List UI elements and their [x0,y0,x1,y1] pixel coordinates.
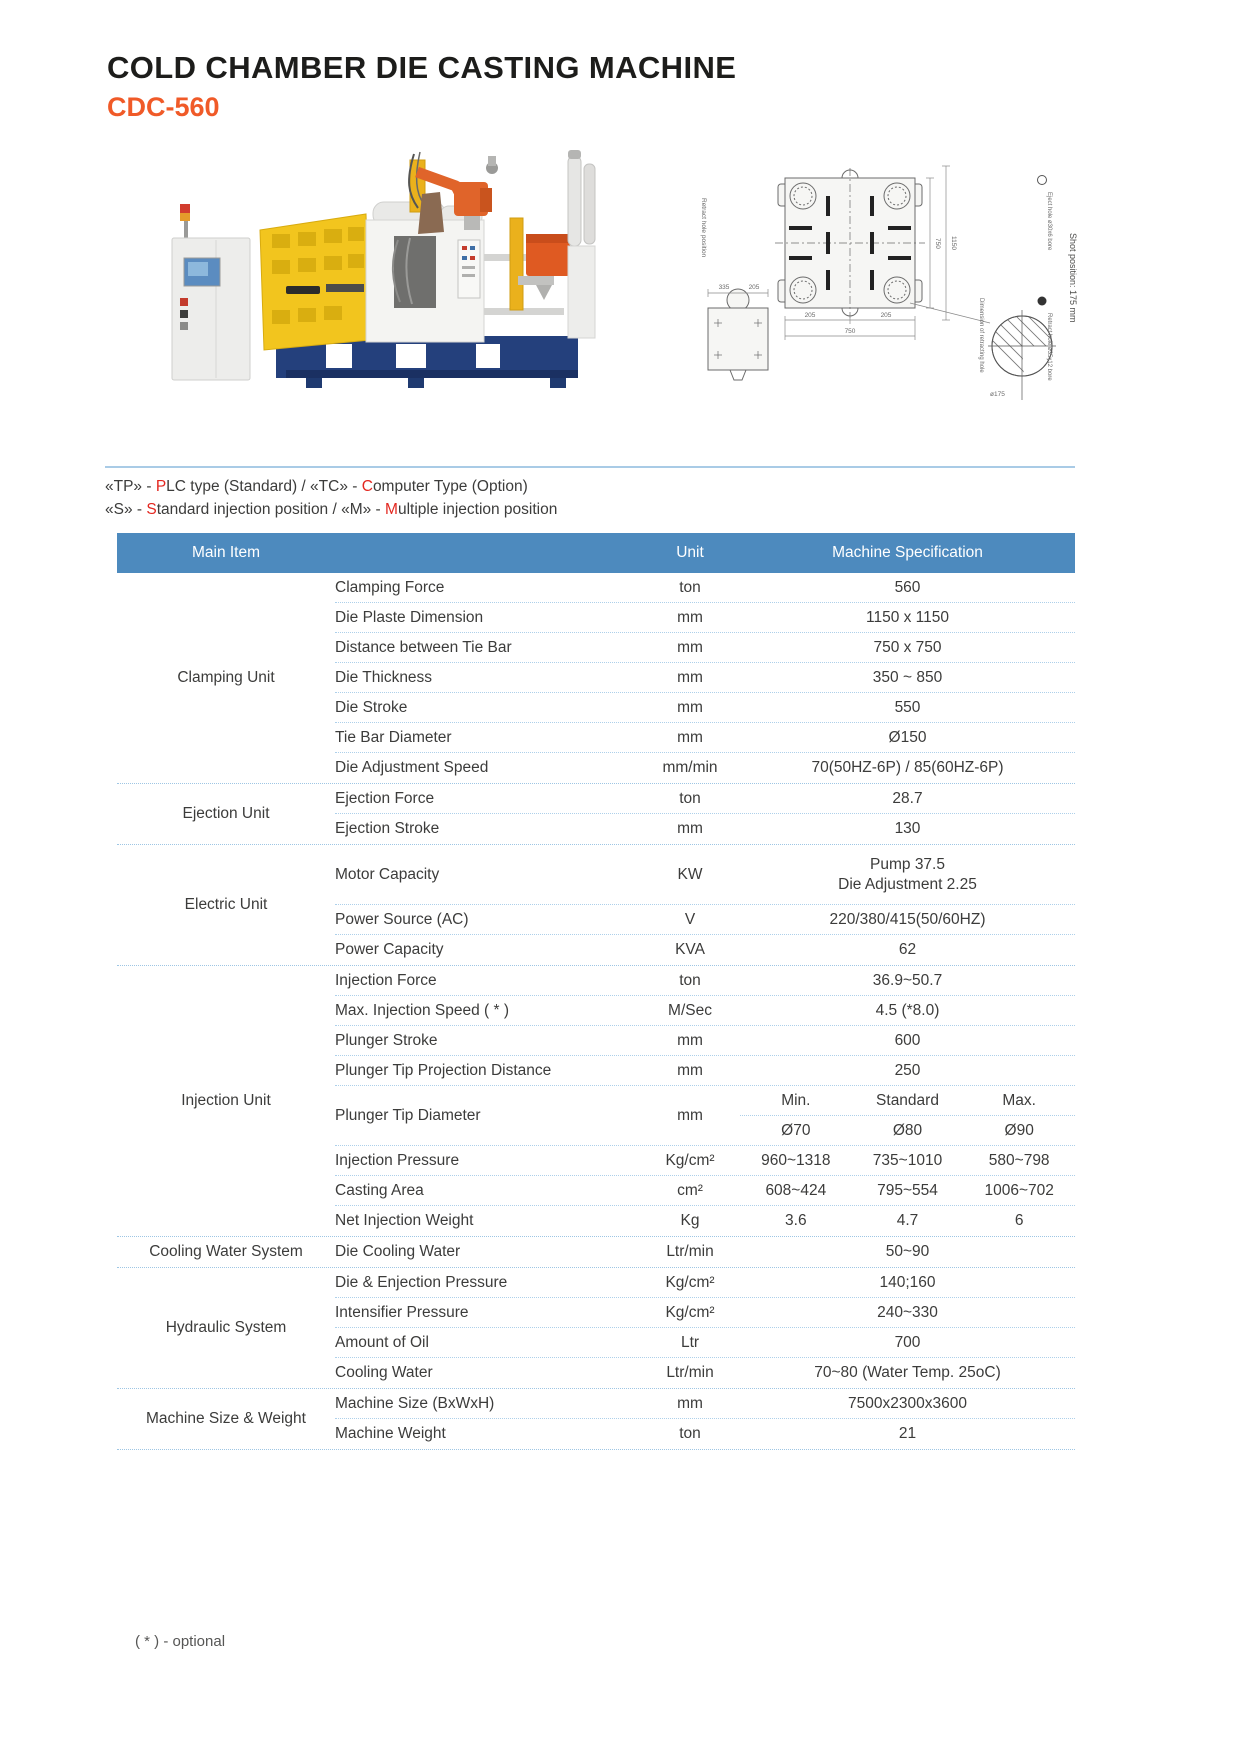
sub-item-cell: Ejection Force [335,789,435,807]
group-rows [335,966,1075,1236]
table-group [117,1268,1075,1389]
retract-hole-legend: Retract hole ø35x12 bore [1046,313,1052,381]
header-unit: Unit [676,544,704,561]
table-row [335,603,1075,633]
main-item-cell: Hydraulic System [165,1319,287,1336]
unit-cell: mm [677,698,703,716]
table-row [335,753,1075,783]
spec-cell: 1150 x 1150 [865,608,950,626]
sub-item-cell: Power Source (AC) [335,910,469,928]
unit-cell: KW [677,865,703,883]
spec-cell: 7500x2300x3600 [848,1394,967,1412]
sub-item-cell: Clamping Force [335,578,445,596]
main-item-cell: Ejection Unit [182,805,270,822]
sub-item-cell: Motor Capacity [335,865,440,883]
unit-cell: ton [679,971,701,989]
table-row [335,723,1075,753]
spec-cell [740,1176,1075,1205]
spec-subheader-cell: Min. [781,1091,811,1109]
sub-item-cell: Net Injection Weight [335,1212,474,1229]
group-rows [335,845,1075,965]
spec-value-cell: 795~554 [877,1181,938,1199]
spec-value-cell: 580~798 [988,1151,1050,1169]
table-row [335,814,1075,844]
sub-item-cell: Injection Force [335,971,437,989]
unit-cell: V [684,910,696,928]
group-rows [335,1389,1075,1449]
spec-value-cell: 3.6 [785,1212,807,1229]
spec-cell [740,845,1075,904]
table-group [117,784,1075,845]
table-row [335,1419,1075,1449]
sub-item-cell: Die Thickness [335,668,433,686]
unit-cell: ton [679,789,701,807]
safety-guard-panel [260,214,370,350]
spec-subvalue-row [740,1116,1075,1145]
table-row [335,1389,1075,1419]
sub-item-cell: Distance between Tie Bar [335,638,512,656]
sub-item-cell: Plunger Stroke [335,1031,438,1049]
sub-item-cell: Intensifier Pressure [335,1303,469,1321]
separator-line [105,466,1075,468]
main-item-cell: Clamping Unit [177,669,275,686]
dim-label: 750 [844,328,856,335]
table-row [335,1056,1075,1086]
spec-cell: 21 [898,1425,917,1442]
spec-cell: 62 [898,941,917,958]
spec-cell: 560 [894,578,921,596]
machine-photo-illustration [158,142,598,407]
main-item-cell: Injection Unit [181,1092,271,1109]
spec-cell: 36.9~50.7 [872,971,943,989]
table-row [335,693,1075,723]
spec-cell: 350 ~ 850 [872,668,943,686]
table-row [335,1328,1075,1358]
unit-cell: mm/min [662,759,718,776]
spec-cell: 140;160 [879,1273,936,1291]
spec-cell: 250 [894,1061,921,1079]
dim-label: 750 [934,238,941,249]
table-group [117,966,1075,1237]
table-row [335,784,1075,814]
spec-value-cell: 4.7 [896,1212,919,1229]
table-row [335,663,1075,693]
table-row [335,1268,1075,1298]
spec-subvalue-cols [740,1122,1075,1140]
spec-subheader-cell: Standard [876,1091,939,1109]
group-rows [335,1237,1075,1267]
unit-cell: mm [677,638,703,656]
spec-value-cols [740,1152,1075,1170]
main-item-cell: Cooling Water System [149,1243,303,1260]
unit-cell: M/Sec [668,1001,712,1019]
sub-item-cell: Die Adjustment Speed [335,759,489,776]
spec-cell: 70(50HZ-6P) / 85(60HZ-6P) [811,759,1004,776]
unit-cell: KVA [675,941,705,958]
spec-cell: 600 [894,1031,921,1049]
technical-drawing [690,138,1090,423]
table-group [117,845,1075,966]
sub-item-cell: Die & Enjection Pressure [335,1273,508,1291]
spec-cell: 700 [894,1333,921,1351]
spec-cell: 220/380/415(50/60HZ) [829,910,986,928]
unit-cell: mm [677,668,703,686]
sub-item-cell: Die Cooling Water [335,1243,461,1260]
eject-hole-legend-icon [1038,176,1047,185]
type-note-injection: «S» - Standard injection position / «M» - Multiple injection position [105,500,558,518]
table-row [335,845,1075,905]
dim-label: 1150 [950,236,957,250]
table-row [335,1237,1075,1267]
table-row [335,1146,1075,1176]
header-main-item: Main Item [191,544,261,561]
table-row [335,1298,1075,1328]
spec-line: Die Adjustment 2.25 [838,875,977,893]
spec-value-cell: Ø80 [892,1121,923,1139]
shot-position-label: Shot position: 175 mm [1068,233,1078,323]
control-cabinet [172,204,250,380]
unit-cell: Kg/cm² [665,1303,715,1321]
table-row [335,573,1075,603]
retract-hole-position-label: Retract hole position [700,198,707,258]
spec-cell: 28.7 [892,789,923,807]
unit-cell: ton [679,578,701,596]
sub-item-cell: Ejection Stroke [335,820,440,837]
sub-item-cell: Machine Size (BxWxH) [335,1394,495,1412]
unit-cell: ton [679,1425,701,1442]
table-row [335,1358,1075,1388]
spec-value-cell: Ø90 [1004,1121,1034,1139]
group-rows [335,1268,1075,1388]
dim-label: 205 [804,312,816,319]
sub-item-cell: Plunger Tip Diameter [335,1106,481,1124]
sub-item-cell: Die Plaste Dimension [335,608,484,626]
group-rows [335,784,1075,844]
table-header [117,533,1075,573]
table-group [117,1389,1075,1450]
spec-cell: 550 [894,698,921,716]
spec-line: Pump 37.5 [870,855,945,873]
sub-item-cell: Plunger Tip Projection Distance [335,1061,552,1079]
retract-hole-legend-icon [1038,297,1047,306]
spec-value-cell: 6 [1014,1212,1024,1229]
table-row [335,935,1075,965]
sub-item-cell: Machine Weight [335,1425,446,1442]
table-body [117,573,1075,1450]
spec-cell: 130 [894,820,921,837]
unit-cell: mm [677,820,703,837]
dim-label: 205 [748,284,760,291]
ladle-unit [510,218,570,310]
spec-cell: 4.5 (*8.0) [875,1001,940,1019]
unit-cell: mm [677,1061,703,1079]
dim-label: ø175 [990,391,1005,398]
sub-item-cell: Die Stroke [335,698,408,716]
main-item-cell: Machine Size & Weight [146,1410,306,1427]
unit-cell: Kg [680,1212,700,1229]
spec-cell [740,1146,1075,1175]
sub-item-cell: Injection Pressure [335,1151,460,1169]
unit-cell: mm [677,1106,703,1124]
unit-cell: mm [677,728,703,746]
spec-cell: Ø150 [888,728,927,746]
type-note-plc: «TP» - PLC type (Standard) / «TC» - Computer Type (Option) [105,478,528,495]
spec-value-cell: 735~1010 [872,1151,943,1169]
spec-cell: 750 x 750 [873,638,942,656]
spec-value-cell: 608~424 [765,1181,827,1199]
spec-cell: 240~330 [877,1303,938,1321]
type-notes [105,476,557,521]
sub-item-cell: Power Capacity [335,941,444,958]
spec-subheader-cols [740,1092,1075,1110]
unit-cell: Kg/cm² [665,1273,715,1291]
unit-cell: Kg/cm² [665,1151,715,1169]
sub-item-cell: Tie Bar Diameter [335,728,452,746]
spec-cell [740,1206,1075,1236]
eject-hole-legend: Eject hole ø30x6 bore [1046,192,1052,251]
unit-cell: Ltr/min [666,1364,714,1381]
spec-value-cell: 960~1318 [761,1151,831,1169]
unit-cell: Ltr [680,1333,700,1351]
dim-label: 205 [880,312,892,319]
table-row [335,1026,1075,1056]
spec-value-cols [740,1182,1075,1200]
page-title: COLD CHAMBER DIE CASTING MACHINE [107,50,737,85]
footnote: ( * ) - optional [135,1633,226,1650]
spec-subheader-row [740,1086,1075,1116]
table-row [335,996,1075,1026]
sub-item-cell: Max. Injection Speed ( * ) [335,1001,510,1019]
spec-table [117,533,1075,1450]
retracting-hole-detail [980,286,1072,400]
spec-value-cell: Ø70 [781,1121,811,1139]
unit-cell: mm [677,1031,703,1049]
spec-cell [740,1086,1075,1145]
spec-value-cols [740,1212,1075,1230]
table-group [117,573,1075,784]
spec-cell: 50~90 [885,1243,930,1260]
sub-item-cell: Amount of Oil [335,1333,429,1351]
spec-subheader-cell: Max. [1002,1091,1036,1109]
header-machine-specification: Machine Specification [832,544,983,561]
retracting-hole-label: Dimension of retracting hole [978,298,984,373]
unit-cell: mm [677,1394,703,1412]
table-row [335,966,1075,996]
table-row [335,1086,1075,1146]
sub-item-cell: Casting Area [335,1181,424,1199]
spec-cell: 70~80 (Water Temp. 25oC) [814,1364,1001,1381]
table-row [335,1206,1075,1236]
accumulator-cylinders [568,150,595,338]
unit-cell: mm [677,608,703,626]
unit-cell: cm² [677,1181,703,1199]
unit-cell: Ltr/min [666,1243,714,1260]
table-row [335,633,1075,663]
sub-item-cell: Cooling Water [335,1364,433,1381]
dim-label: 335 [718,284,730,291]
table-row [335,905,1075,935]
table-row [335,1176,1075,1206]
table-group [117,1237,1075,1268]
model-number: CDC-560 [107,92,220,122]
group-rows [335,573,1075,783]
spec-value-cell: 1006~702 [984,1181,1054,1199]
main-item-cell: Electric Unit [184,896,268,913]
